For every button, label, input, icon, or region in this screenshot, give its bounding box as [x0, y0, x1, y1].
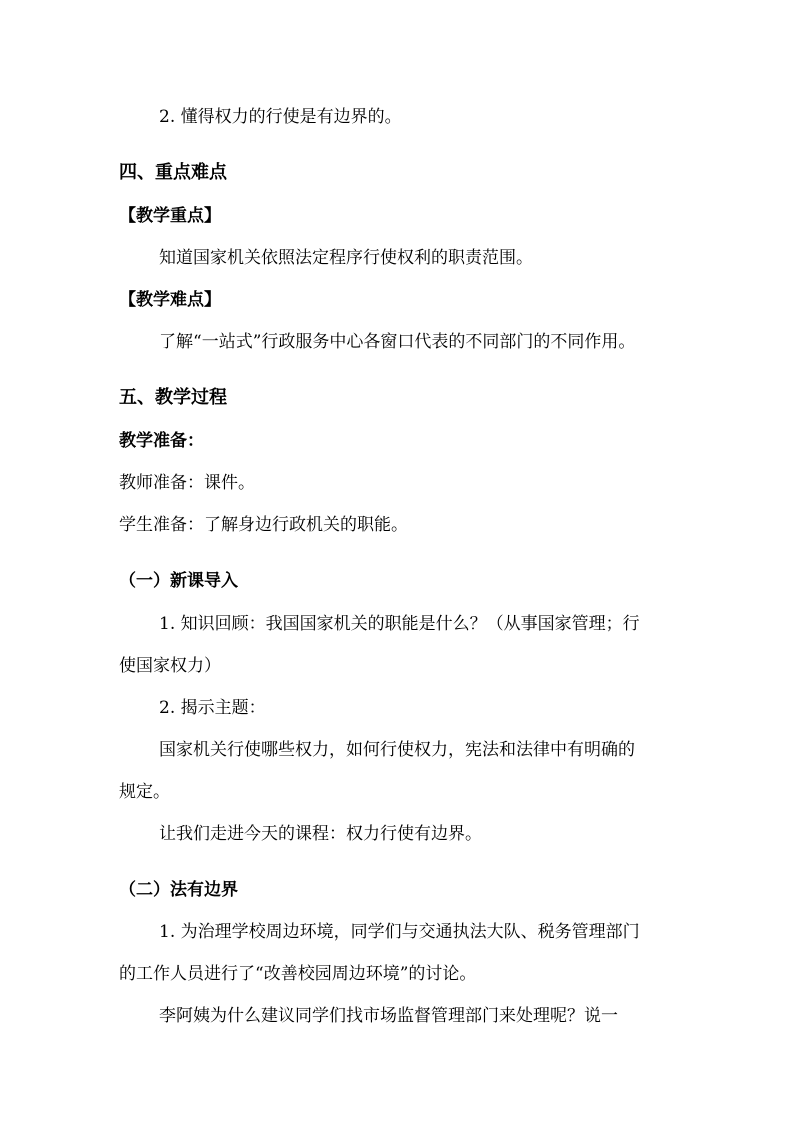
subheading-teaching-focus: 【教学重点】 — [119, 206, 221, 226]
knowledge-review-line-2: 使国家权力） — [119, 656, 221, 676]
topic-text-line-1: 国家机关行使哪些权力，如何行使权力，宪法和法律中有明确的 — [159, 740, 635, 760]
topic-text-line-2: 规定。 — [119, 782, 170, 802]
subsection-heading-law-boundaries: （二）法有边界 — [119, 880, 238, 900]
objective-2: 2. 懂得权力的行使是有边界的。 — [159, 107, 402, 127]
subheading-teaching-difficulty: 【教学难点】 — [119, 290, 221, 310]
teacher-preparation: 教师准备：课件。 — [119, 473, 255, 493]
section-heading-key-points: 四、重点难点 — [119, 162, 227, 183]
activity-text-line-2: 的工作人员进行了“改善校园周边环境”的讨论。 — [119, 964, 477, 984]
subsection-heading-new-lesson-intro: （一）新课导入 — [119, 571, 238, 591]
knowledge-review-line-1: 1. 知识回顾：我国国家机关的职能是什么？（从事国家管理；行 — [159, 614, 640, 634]
subheading-teaching-preparation: 教学准备： — [119, 431, 204, 451]
student-preparation: 学生准备：了解身边行政机关的职能。 — [119, 515, 408, 535]
question-text: 李阿姨为什么建议同学们找市场监督管理部门来处理呢？说一 — [159, 1006, 618, 1026]
teaching-focus-text: 知道国家机关依照法定程序行使权利的职责范围。 — [159, 248, 533, 268]
enter-lesson-text: 让我们走进今天的课程：权力行使有边界。 — [159, 824, 482, 844]
section-heading-teaching-process: 五、教学过程 — [119, 387, 227, 408]
activity-text-line-1: 1. 为治理学校周边环境，同学们与交通执法大队、税务管理部门 — [159, 922, 640, 942]
teaching-difficulty-text: 了解“一站式”行政服务中心各窗口代表的不同部门的不同作用。 — [159, 332, 636, 352]
reveal-topic: 2. 揭示主题： — [159, 698, 266, 718]
